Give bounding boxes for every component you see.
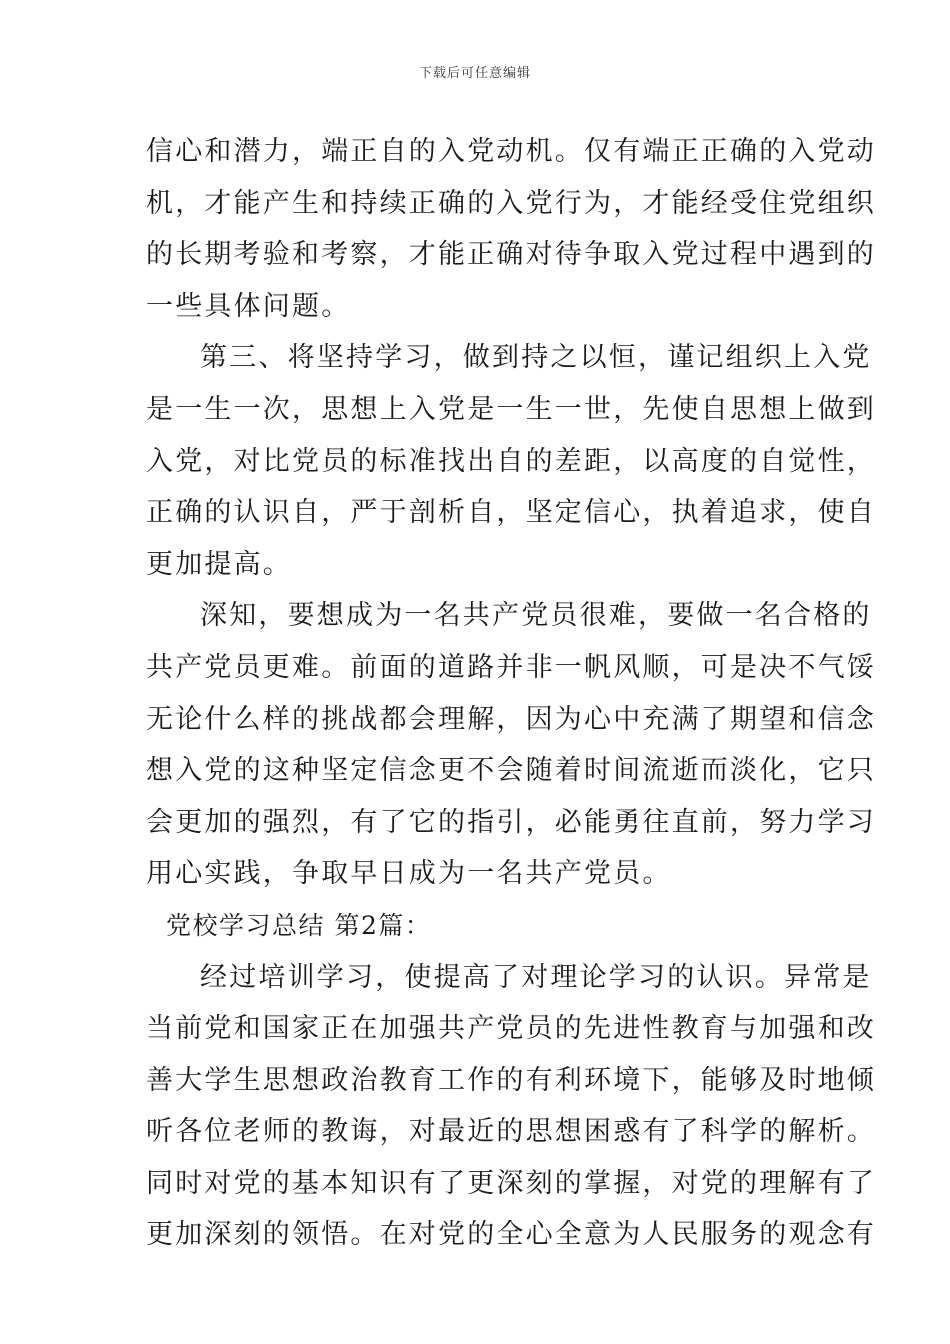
paragraph-line: 想入党的这种坚定信念更不会随着时间流逝而淡化，它只 bbox=[146, 755, 876, 787]
paragraph-line: 共产党员更难。前面的道路并非一帆风顺，可是决不气馁 bbox=[146, 651, 876, 683]
paragraph-line: 一些具体问题。 bbox=[146, 290, 351, 322]
paragraph-line: 善大学生思想政治教育工作的有利环境下，能够及时地倾 bbox=[146, 1064, 876, 1096]
paragraph-1 bbox=[146, 126, 876, 332]
paragraph-4 bbox=[146, 952, 876, 1262]
paragraph-line: 是一生一次，思想上入党是一生一世，先使自思想上做到 bbox=[146, 393, 876, 425]
paragraph-line: 当前党和国家正在加强共产党员的先进性教育与加强和改 bbox=[146, 1013, 876, 1045]
paragraph-line: 听各位老师的教诲，对最近的思想困惑有了科学的解析。 bbox=[146, 1116, 876, 1148]
paragraph-line: 机，才能产生和持续正确的入党行为，才能经受住党组织 bbox=[146, 187, 876, 219]
paragraph-line: 更加深刻的领悟。在对党的全心全意为人民服务的观念有 bbox=[146, 1219, 876, 1251]
document-body bbox=[146, 126, 876, 1261]
paragraph-line: 深知，要想成为一名共产党员很难，要做一名合格的 bbox=[200, 600, 872, 632]
paragraph-line: 同时对党的基本知识有了更深刻的掌握，对党的理解有了 bbox=[146, 1167, 876, 1199]
paragraph-line: 无论什么样的挑战都会理解，因为心中充满了期望和信念 bbox=[146, 703, 876, 735]
paragraph-line: 用心实践，争取早日成为一名共产党员。 bbox=[146, 858, 672, 890]
paragraph-line: 更加提高。 bbox=[146, 548, 292, 580]
paragraph-line: 信心和潜力，端正自的入党动机。仅有端正正确的入党动 bbox=[146, 136, 876, 167]
paragraph-line: 的长期考验和考察，才能正确对待争取入党过程中遇到的 bbox=[146, 239, 876, 271]
paragraph-2 bbox=[146, 332, 876, 590]
section-heading: 党校学习总结 第2篇： bbox=[166, 910, 432, 940]
paragraph-line: 正确的认识自，严于剖析自，坚定信心，执着追求，使自 bbox=[146, 497, 876, 529]
paragraph-line: 第三、将坚持学习，做到持之以恒，谨记组织上入党 bbox=[200, 342, 872, 374]
header-note: 下载后可任意编辑 bbox=[418, 66, 531, 81]
paragraph-3 bbox=[146, 590, 876, 900]
paragraph-line: 经过培训学习，使提高了对理论学习的认识。异常是 bbox=[200, 961, 872, 993]
paragraph-line: 入党，对比党员的标准找出自的差距，以高度的自觉性， bbox=[146, 445, 876, 477]
paragraph-line: 会更加的强烈，有了它的指引，必能勇往直前，努力学习 bbox=[146, 806, 876, 838]
